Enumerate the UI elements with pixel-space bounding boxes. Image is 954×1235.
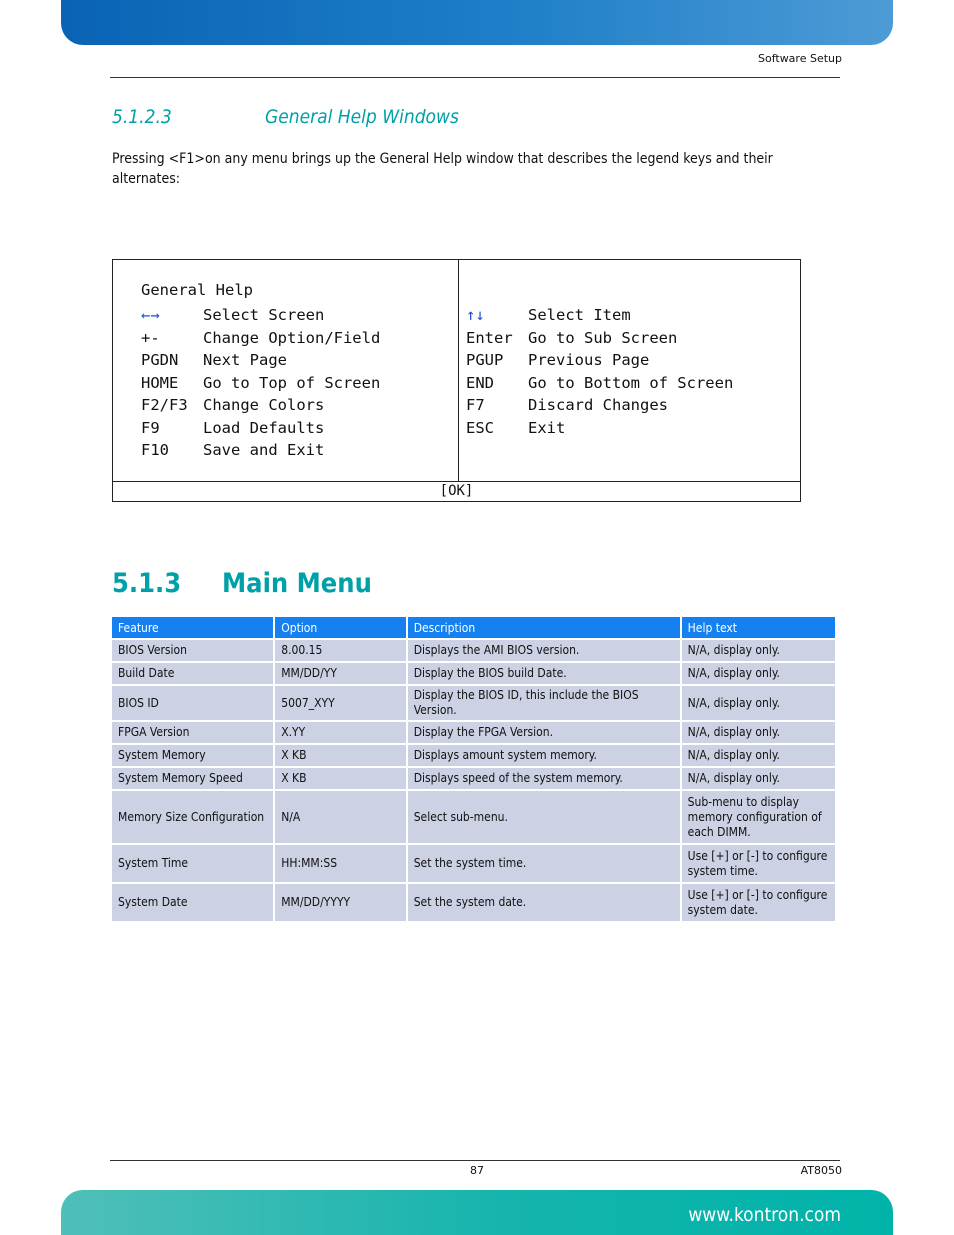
table-row (112, 884, 835, 921)
subsection-title: General Help Windows (265, 106, 459, 128)
table-cell: Set the system time. (408, 845, 680, 882)
table-cell: N/A, display only. (682, 663, 835, 684)
table-cell: Display the BIOS ID, this include the BIOS Version. (408, 686, 680, 720)
table-cell: N/A, display only. (682, 768, 835, 789)
website-link[interactable]: www.kontron.com (688, 1204, 841, 1226)
table-cell: Display the BIOS build Date. (408, 663, 680, 684)
help-key: ESC (466, 418, 494, 437)
table-cell: N/A, display only. (682, 640, 835, 661)
table-cell: Select sub-menu. (408, 791, 680, 843)
help-key: +- (141, 328, 160, 347)
help-action: Exit (528, 418, 566, 437)
table-row (112, 791, 835, 843)
table-cell: Displays speed of the system memory. (408, 768, 680, 789)
column-header: Feature (112, 617, 273, 638)
table-cell: Set the system date. (408, 884, 680, 921)
help-left-column (113, 260, 459, 482)
table-cell: X KB (275, 768, 405, 789)
table-cell: System Memory Speed (112, 768, 273, 789)
table-row (112, 845, 835, 882)
table-row (112, 745, 835, 766)
help-row (141, 396, 324, 414)
help-action: Next Page (203, 351, 287, 369)
help-key: HOME (141, 373, 179, 392)
table-row (112, 722, 835, 743)
main-menu-title: Main Menu (222, 568, 372, 599)
column-header: Option (275, 617, 405, 638)
table-cell: FPGA Version (112, 722, 273, 743)
help-action: Select Screen (203, 306, 325, 324)
subsection-number: 5.1.2.3 (112, 106, 172, 128)
table-cell: Build Date (112, 663, 273, 684)
table-cell: Use [+] or [-] to configure system time. (682, 845, 835, 882)
table-cell: Sub-menu to display memory configuration of each DIMM. (682, 791, 835, 843)
help-key: ←→ (141, 306, 160, 324)
table-cell: Use [+] or [-] to configure system date. (682, 884, 835, 921)
table-cell: X.YY (275, 722, 405, 743)
main-menu-number: 5.1.3 (112, 568, 182, 599)
footer-model: AT8050 (800, 1164, 842, 1177)
help-action: Go to Sub Screen (528, 328, 678, 347)
table-cell: 8.00.15 (275, 640, 405, 661)
help-title: General Help (141, 281, 253, 299)
help-action: Change Colors (203, 396, 325, 414)
table-cell: N/A, display only. (682, 745, 835, 766)
table-cell: BIOS Version (112, 640, 273, 661)
table-cell: Displays amount system memory. (408, 745, 680, 766)
help-row (141, 441, 324, 459)
help-row (466, 419, 565, 437)
general-help-window (112, 259, 801, 502)
help-row (141, 374, 380, 392)
help-action: Change Option/Field (203, 328, 381, 347)
help-row (141, 419, 324, 437)
ok-button[interactable]: [OK] (113, 481, 800, 501)
footer-rule (110, 1160, 840, 1161)
table-cell: System Time (112, 845, 273, 882)
help-action: Save and Exit (203, 441, 325, 459)
help-action: Go to Bottom of Screen (528, 373, 734, 392)
help-row (141, 351, 287, 369)
help-key: F7 (466, 396, 485, 414)
intro-paragraph: Pressing <F1>on any menu brings up the General Help window that describes the legend keys and their alternates: (112, 151, 773, 187)
table-cell: N/A, display only. (682, 686, 835, 720)
top-banner (61, 0, 893, 45)
table-row (112, 663, 835, 684)
help-row (141, 329, 380, 347)
help-key: F9 (141, 418, 160, 437)
table-row (112, 768, 835, 789)
help-key: ↑↓ (466, 306, 485, 324)
column-header: Description (408, 617, 680, 638)
header-rule (110, 77, 840, 78)
header-section-label: Software Setup (757, 52, 842, 65)
table-cell: MM/DD/YY (275, 663, 405, 684)
page-number: 87 (470, 1164, 484, 1177)
help-action: Discard Changes (528, 396, 668, 414)
table-cell: HH:MM:SS (275, 845, 405, 882)
help-row (466, 351, 649, 369)
table-cell: 5007_XYY (275, 686, 405, 720)
table-cell: N/A (275, 791, 405, 843)
help-right-column (458, 260, 800, 482)
table-cell: BIOS ID (112, 686, 273, 720)
table-cell: System Date (112, 884, 273, 921)
bottom-banner (61, 1190, 893, 1235)
help-key: PGUP (466, 351, 504, 369)
help-key: PGDN (141, 351, 179, 369)
help-row (466, 306, 631, 324)
column-header: Help text (682, 617, 835, 638)
help-key: F10 (141, 441, 169, 459)
help-row (141, 306, 324, 324)
help-key: END (466, 373, 494, 392)
help-row (466, 374, 733, 392)
help-key: Enter (466, 328, 513, 347)
help-action: Select Item (528, 306, 631, 324)
table-cell: System Memory (112, 745, 273, 766)
help-row (466, 329, 677, 347)
help-key: F2/F3 (141, 396, 188, 414)
table-cell: X KB (275, 745, 405, 766)
table-cell: N/A, display only. (682, 722, 835, 743)
help-action: Previous Page (528, 351, 650, 369)
help-action: Load Defaults (203, 418, 325, 437)
table-cell: MM/DD/YYYY (275, 884, 405, 921)
table-row (112, 640, 835, 661)
table-row (112, 686, 835, 720)
help-row (466, 396, 668, 414)
table-cell: Display the FPGA Version. (408, 722, 680, 743)
main-menu-table (110, 615, 837, 923)
help-action: Go to Top of Screen (203, 373, 381, 392)
table-cell: Memory Size Configuration (112, 791, 273, 843)
table-cell: Displays the AMI BIOS version. (408, 640, 680, 661)
